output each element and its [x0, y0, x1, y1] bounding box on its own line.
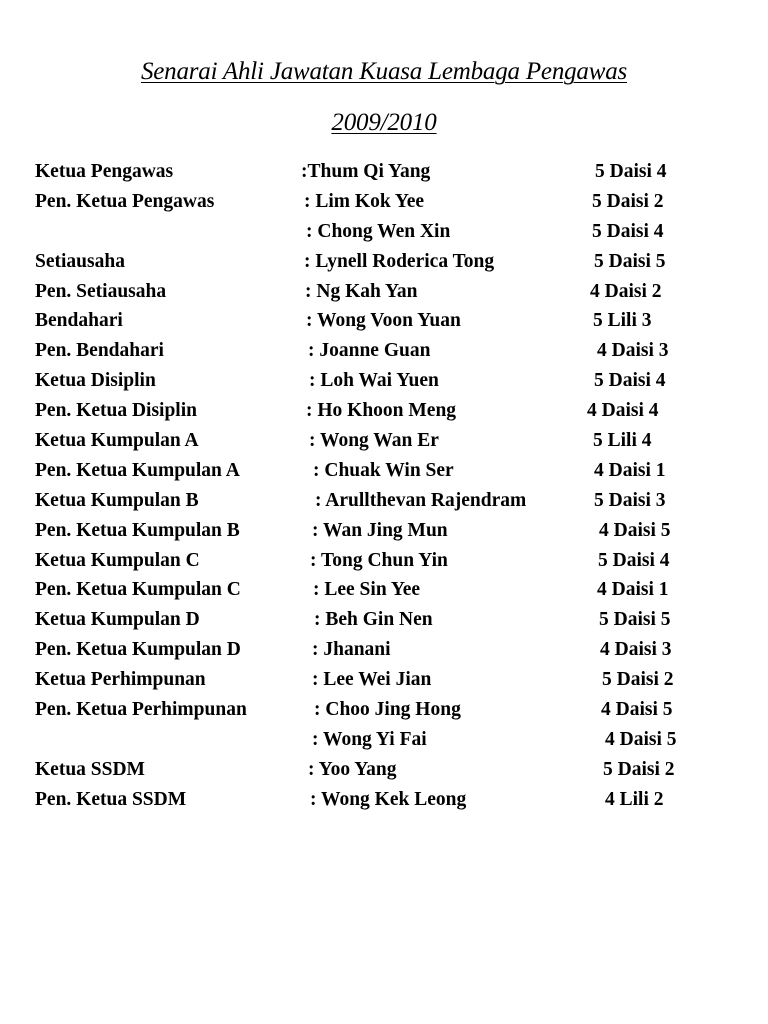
class-cell: 4 Daisi 5	[605, 728, 677, 750]
document-year: 2009/2010	[331, 109, 437, 136]
class-cell: 5 Daisi 2	[603, 758, 675, 780]
list-row	[0, 756, 768, 786]
list-row	[0, 517, 768, 547]
name-cell: : Beh Gin Nen	[314, 609, 433, 631]
class-cell: 4 Daisi 3	[597, 340, 669, 362]
name-cell: : Ho Khoon Meng	[306, 400, 457, 422]
role-cell: Ketua Kumpulan D	[35, 609, 200, 631]
document-title: Senarai Ahli Jawatan Kuasa Lembaga Pengawas	[140, 58, 628, 85]
role-cell: Pen. Bendahari	[35, 340, 164, 362]
class-cell: 4 Daisi 4	[587, 400, 659, 422]
class-cell: 5 Daisi 2	[592, 190, 664, 212]
class-cell: 5 Daisi 5	[599, 609, 671, 631]
name-cell: : Wong Kek Leong	[310, 788, 467, 810]
name-cell: : Yoo Yang	[308, 758, 397, 780]
class-cell: 5 Daisi 4	[592, 220, 664, 242]
role-cell: Ketua Disiplin	[35, 370, 156, 392]
list-row	[0, 726, 768, 756]
list-row	[0, 576, 768, 606]
class-cell: 4 Daisi 3	[600, 639, 672, 661]
role-cell: Pen. Ketua Pengawas	[35, 190, 215, 212]
role-cell: Ketua Kumpulan B	[35, 489, 199, 511]
class-cell: 4 Daisi 5	[599, 519, 671, 541]
name-cell: : Arullthevan Rajendram	[315, 489, 527, 511]
class-cell: 5 Daisi 4	[594, 370, 666, 392]
list-row	[0, 606, 768, 636]
name-cell: : Ng Kah Yan	[305, 280, 418, 302]
class-cell: 5 Lili 4	[593, 430, 652, 452]
name-cell: : Wan Jing Mun	[312, 519, 448, 541]
class-cell: 5 Daisi 4	[598, 549, 670, 571]
role-cell: Pen. Ketua Perhimpunan	[35, 699, 247, 721]
list-row	[0, 158, 768, 188]
list-row	[0, 666, 768, 696]
list-row	[0, 487, 768, 517]
list-row	[0, 218, 768, 248]
name-cell: : Lim Kok Yee	[304, 190, 425, 212]
list-row	[0, 427, 768, 457]
name-cell: : Tong Chun Yin	[310, 549, 448, 571]
list-row	[0, 307, 768, 337]
role-cell: Pen. Ketua Kumpulan A	[35, 459, 240, 481]
name-cell: : Joanne Guan	[308, 340, 431, 362]
role-cell: Ketua Kumpulan A	[35, 430, 199, 452]
list-row	[0, 188, 768, 218]
name-cell: : Chong Wen Xin	[306, 220, 451, 242]
role-cell: Pen. Ketua SSDM	[35, 788, 187, 810]
class-cell: 5 Daisi 5	[594, 250, 666, 272]
name-cell: : Loh Wai Yuen	[309, 370, 439, 392]
name-cell: : Lee Sin Yee	[313, 579, 421, 601]
role-cell: Bendahari	[35, 310, 123, 332]
class-cell: 5 Daisi 2	[602, 669, 674, 691]
list-row	[0, 786, 768, 816]
list-row	[0, 547, 768, 577]
class-cell: 4 Daisi 1	[597, 579, 669, 601]
class-cell: 5 Daisi 4	[595, 161, 667, 182]
name-cell: : Wong Voon Yuan	[306, 310, 461, 332]
name-cell: : Wong Yi Fai	[312, 728, 427, 750]
role-cell: Ketua Perhimpunan	[35, 669, 206, 691]
role-cell: Pen. Ketua Kumpulan B	[35, 519, 240, 541]
committee-list	[0, 158, 768, 816]
list-row	[0, 636, 768, 666]
role-cell: Ketua SSDM	[35, 758, 145, 780]
list-row	[0, 367, 768, 397]
name-cell: : Choo Jing Hong	[314, 699, 461, 721]
name-cell: : Wong Wan Er	[309, 430, 439, 452]
name-cell: : Chuak Win Ser	[313, 459, 454, 481]
class-cell: 5 Daisi 3	[594, 489, 666, 511]
list-row	[0, 278, 768, 308]
class-cell: 4 Daisi 5	[601, 699, 673, 721]
list-row	[0, 337, 768, 367]
list-row	[0, 696, 768, 726]
class-cell: 4 Lili 2	[605, 788, 664, 810]
list-row	[0, 397, 768, 427]
list-row	[0, 248, 768, 278]
name-cell: : Lynell Roderica Tong	[304, 250, 495, 272]
role-cell: Setiausaha	[35, 250, 125, 272]
class-cell: 4 Daisi 1	[594, 459, 666, 481]
role-cell: Pen. Ketua Kumpulan C	[35, 579, 241, 601]
list-row	[0, 457, 768, 487]
name-cell: :Thum Qi Yang	[301, 161, 431, 182]
class-cell: 5 Lili 3	[593, 310, 652, 332]
role-cell: Pen. Setiausaha	[35, 280, 167, 302]
role-cell: Ketua Pengawas	[35, 161, 174, 182]
name-cell: : Jhanani	[312, 639, 391, 661]
class-cell: 4 Daisi 2	[590, 280, 662, 302]
role-cell: Pen. Ketua Disiplin	[35, 400, 197, 422]
role-cell: Ketua Kumpulan C	[35, 549, 200, 571]
role-cell: Pen. Ketua Kumpulan D	[35, 639, 241, 661]
name-cell: : Lee Wei Jian	[312, 669, 432, 691]
